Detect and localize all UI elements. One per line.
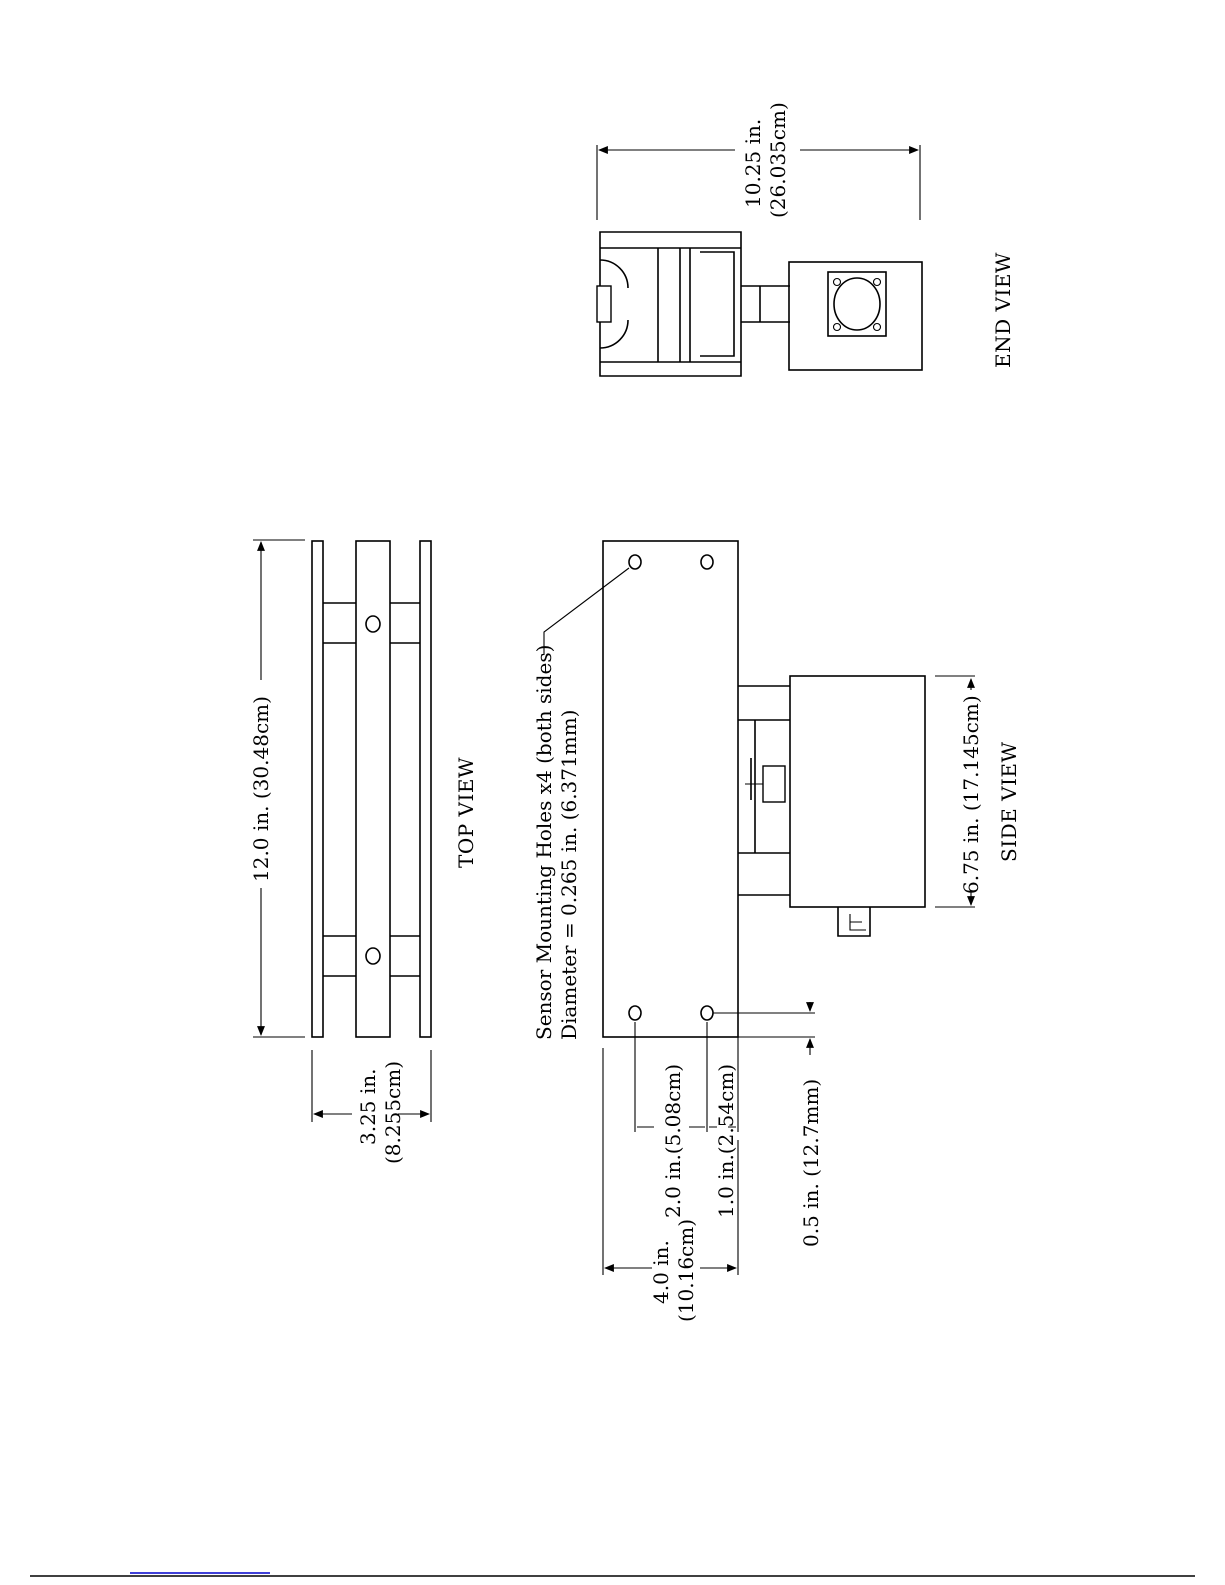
- holes-note-leader: [544, 568, 629, 655]
- top-view-title: TOP VIEW: [454, 756, 478, 868]
- sensor-mounting-hole: [701, 1006, 713, 1020]
- sensor-mounting-hole: [629, 1006, 641, 1020]
- end-view-plates: [658, 248, 690, 362]
- motor-dim-label: 6.75 in. (17.145cm): [959, 695, 983, 894]
- end-view-mount-plate: [828, 272, 886, 336]
- top-view-length-dim: 12.0 in. (30.48cm): [249, 696, 273, 882]
- side-view-body: [603, 541, 738, 1037]
- top-view-hole-lower: [366, 948, 380, 964]
- end-view-channel: [700, 252, 734, 356]
- side-view-motor-box: [790, 676, 925, 907]
- side-view-shaft: [751, 720, 755, 853]
- side-view-connector-detail: [850, 914, 866, 930]
- spacing-2in-label: 2.0 in.(5.08cm): [661, 1063, 685, 1218]
- top-view-rail-left: [312, 541, 323, 1037]
- height-dim-line1: 4.0 in.: [649, 1240, 673, 1304]
- end-view-stem: [741, 286, 790, 322]
- offset-half-in-label: 0.5 in. (12.7mm): [799, 1078, 823, 1247]
- end-view-title: END VIEW: [991, 252, 1015, 368]
- end-view-width-dim-line1: 10.25 in.: [741, 118, 765, 208]
- end-view-center-tab: [597, 286, 611, 322]
- end-view-width-dim-line2: (26.035cm): [766, 102, 790, 218]
- top-view-hole-upper: [366, 616, 380, 632]
- end-view-frame-inner: [600, 248, 741, 362]
- sensor-mounting-hole: [629, 555, 641, 569]
- top-view: [249, 540, 478, 1164]
- top-view-width-dim-line1: 3.25 in.: [356, 1068, 380, 1145]
- end-view-bolt-hole: [874, 279, 881, 286]
- height-dim-line2: (10.16cm): [674, 1218, 698, 1322]
- end-view-frame: [600, 232, 741, 376]
- holes-note-line2: Diameter = 0.265 in. (6.371mm): [557, 709, 581, 1040]
- end-view-bolt-hole: [874, 324, 881, 331]
- end-view-bolt-hole: [834, 324, 841, 331]
- holes-note-line1: Sensor Mounting Holes x4 (both sides): [532, 644, 556, 1040]
- sensor-mounting-hole: [701, 555, 713, 569]
- end-view-rail-notch-bottom: [600, 320, 628, 348]
- top-view-width-dim-line2: (8.255cm): [381, 1060, 405, 1164]
- side-view: [532, 541, 1021, 1322]
- spacing-1in-label: 1.0 in.(2.54cm): [714, 1063, 738, 1218]
- end-view-bolt-hole: [834, 279, 841, 286]
- top-view-rail-right: [420, 541, 431, 1037]
- end-view: [597, 102, 1015, 376]
- end-view-rail-notch-top: [600, 260, 628, 288]
- side-view-coupling: [763, 766, 785, 802]
- top-view-crossbar-lower: [323, 936, 420, 976]
- top-view-crossbar-upper: [323, 603, 420, 643]
- side-view-title: SIDE VIEW: [997, 741, 1021, 862]
- end-view-port-circle: [834, 278, 880, 330]
